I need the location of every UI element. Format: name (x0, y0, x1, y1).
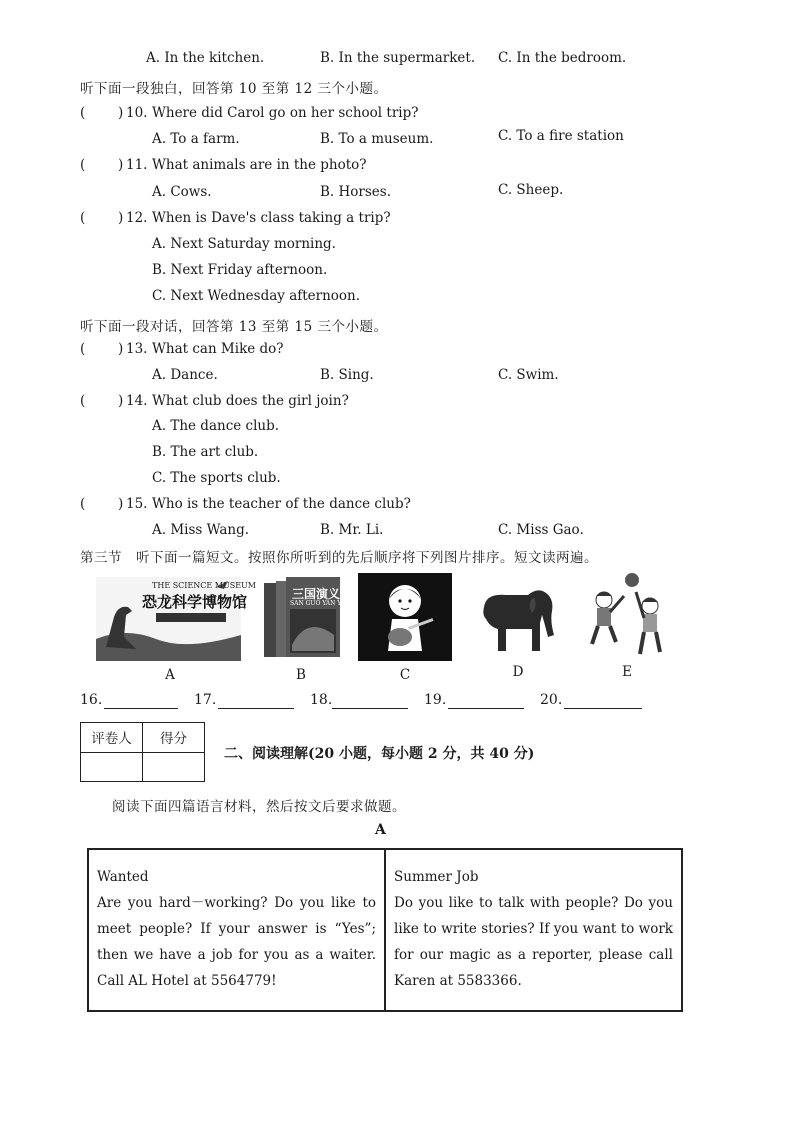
answer-paren-close: ) (118, 496, 124, 512)
question-13-text: What can Mike do? (152, 341, 284, 357)
picture-d-label: D (512, 664, 524, 680)
question-15-option-c: C. Miss Gao. (498, 522, 584, 538)
question-15-text: Who is the teacher of the dance club? (152, 496, 411, 512)
answer-paren-open: ( (80, 341, 86, 357)
question-14-text: What club does the girl join? (152, 393, 349, 409)
question-10-text: Where did Carol go on her school trip? (152, 105, 419, 121)
blank-17-number: 17. (194, 692, 217, 708)
blank-19-number: 19. (424, 692, 447, 708)
top-option-b: B. In the supermarket. (320, 50, 476, 66)
elephant-icon (476, 577, 558, 655)
question-12-option-b: B. Next Friday afternoon. (152, 262, 328, 278)
picture-a-subtitle: THE SCIENCE MUSEUM (152, 581, 256, 590)
ad-summer-job-title: Summer Job (394, 869, 479, 885)
picture-e-kids-ball (580, 572, 672, 662)
question-14-option-c: C. The sports club. (152, 470, 281, 486)
question-15-option-a: A. Miss Wang. (152, 522, 249, 538)
score-cell[interactable] (143, 752, 205, 782)
question-13-option-b: B. Sing. (320, 367, 374, 383)
blank-18-line[interactable] (332, 708, 408, 709)
blank-17-line[interactable] (218, 708, 294, 709)
blank-16-number: 16. (80, 692, 103, 708)
question-13-option-a: A. Dance. (152, 367, 218, 383)
picture-b-label: B (296, 667, 306, 683)
top-option-c: C. In the bedroom. (498, 50, 627, 66)
section-3-instruction: 第三节 听下面一篇短文。按照你所听到的先后顺序将下列图片排序。短文读两遍。 (80, 550, 598, 566)
blank-18-number: 18. (310, 692, 333, 708)
question-14-option-a: A. The dance club. (152, 418, 280, 434)
picture-a-dinosaur-museum (96, 577, 256, 661)
passage-a-label: A (375, 822, 386, 838)
ad-wanted-body: Are you hard－working? Do you like to meet people? If your answer is “Yes”; then we have a job for you as a waiter. Call AL Hotel at 5564779! (97, 895, 376, 989)
question-11-option-c: C. Sheep. (498, 182, 564, 198)
answer-paren-close: ) (118, 105, 124, 121)
question-12-option-c: C. Next Wednesday afternoon. (152, 288, 361, 304)
score-table (80, 722, 205, 782)
question-11-number: 11. (126, 157, 148, 173)
picture-a-label: A (165, 667, 175, 683)
question-12-option-a: A. Next Saturday morning. (152, 236, 336, 252)
question-13-number: 13. (126, 341, 148, 357)
blank-20-line[interactable] (564, 708, 642, 709)
question-10-option-a: A. To a farm. (152, 131, 240, 147)
answer-paren-open: ( (80, 210, 86, 226)
answer-paren-open: ( (80, 105, 86, 121)
question-12-number: 12. (126, 210, 148, 226)
answer-paren-open: ( (80, 496, 86, 512)
question-14-number: 14. (126, 393, 148, 409)
grader-cell[interactable] (81, 752, 143, 782)
picture-c-girl-guitar (358, 573, 452, 661)
picture-b-books (262, 575, 342, 659)
question-15-option-b: B. Mr. Li. (320, 522, 384, 538)
answer-paren-open: ( (80, 157, 86, 173)
picture-d-elephant (476, 577, 558, 655)
answer-paren-close: ) (118, 210, 124, 226)
answer-paren-close: ) (118, 157, 124, 173)
passage-a-ads-table (87, 848, 683, 1012)
answer-paren-open: ( (80, 393, 86, 409)
ad-summer-job (384, 850, 681, 1010)
blank-19-line[interactable] (448, 708, 524, 709)
top-option-a: A. In the kitchen. (146, 50, 265, 66)
picture-a-title: 恐龙科学博物馆 (142, 593, 248, 611)
question-15-number: 15. (126, 496, 148, 512)
blank-20-number: 20. (540, 692, 563, 708)
question-14-option-b: B. The art club. (152, 444, 259, 460)
picture-b-title: 三国演义 (292, 587, 341, 601)
question-10-number: 10. (126, 105, 148, 121)
ad-wanted-title: Wanted (97, 869, 149, 885)
answer-paren-close: ) (118, 341, 124, 357)
question-11-option-a: A. Cows. (152, 184, 212, 200)
part-2-instruction: 阅读下面四篇语言材料，然后按文后要求做题。 (112, 799, 406, 815)
score-header: 得分 (143, 723, 205, 753)
question-11-option-b: B. Horses. (320, 184, 391, 200)
answer-paren-close: ) (118, 393, 124, 409)
picture-e-label: E (622, 664, 632, 680)
ad-wanted (89, 850, 384, 1010)
question-10-option-b: B. To a museum. (320, 131, 434, 147)
ad-summer-job-body: Do you like to talk with people? Do you like to write stories? If you want to work for our magic as a reporter, please call Karen at 5583366. (394, 895, 673, 989)
picture-c-label: C (399, 667, 411, 683)
instruction-10-12: 听下面一段独白，回答第 10 至第 12 三个小题。 (80, 81, 388, 97)
picture-b-subtitle: SAN GUO YAN YI (290, 600, 344, 607)
grader-header: 评卷人 (81, 723, 143, 753)
part-2-title: 二、阅读理解(20 小题，每小题 2 分，共 40 分) (224, 746, 535, 762)
question-13-option-c: C. Swim. (498, 367, 559, 383)
blank-16-line[interactable] (104, 708, 178, 709)
question-12-text: When is Dave's class taking a trip? (152, 210, 391, 226)
question-10-option-c: C. To a fire station (498, 128, 624, 144)
question-11-text: What animals are in the photo? (152, 157, 367, 173)
instruction-13-15: 听下面一段对话，回答第 13 至第 15 三个小题。 (80, 319, 388, 335)
